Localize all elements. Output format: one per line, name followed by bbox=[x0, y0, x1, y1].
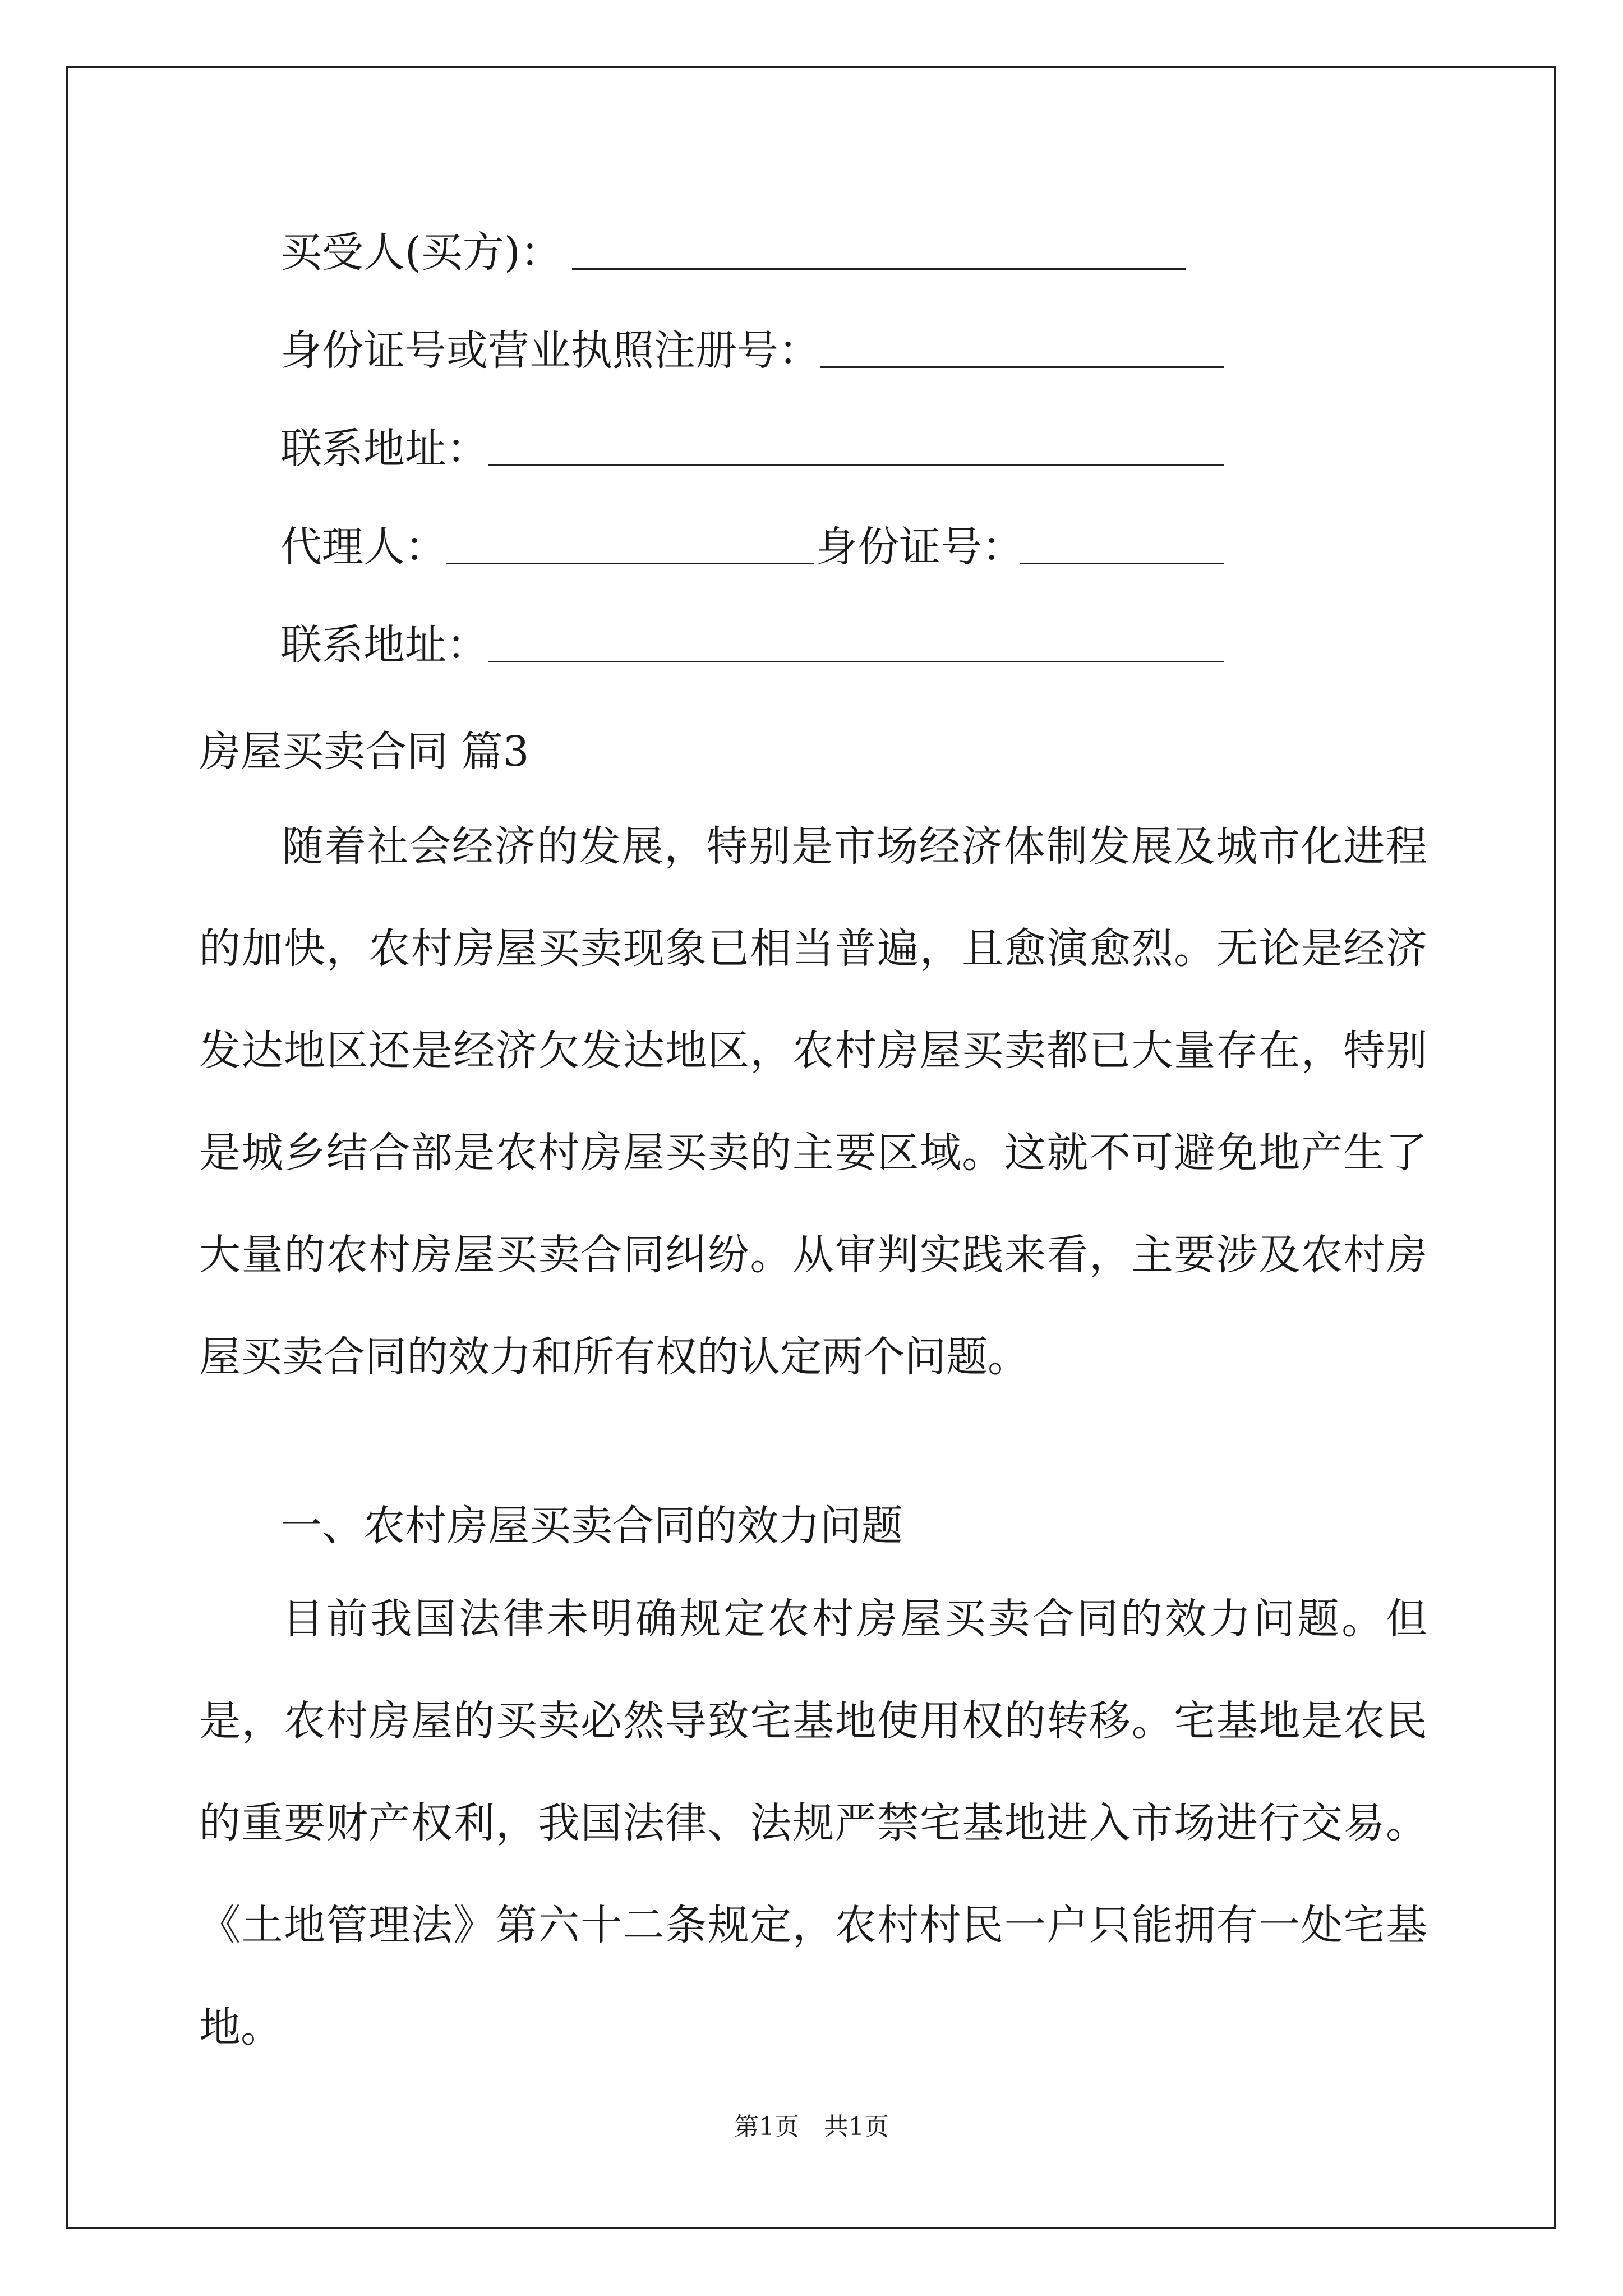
section-title: 房屋买卖合同 篇3 bbox=[199, 728, 529, 776]
agent-id-label: 身份证号： bbox=[816, 523, 1023, 571]
id-field-line[interactable] bbox=[820, 366, 1224, 368]
address-label-2: 联系地址： bbox=[280, 621, 488, 669]
agent-label: 代理人： bbox=[280, 523, 446, 571]
page-footer: 第1页 共1页 bbox=[734, 2113, 889, 2141]
address-row-1 bbox=[280, 421, 488, 477]
agent-id-field-line[interactable] bbox=[1020, 563, 1224, 564]
address-field-line-1[interactable] bbox=[488, 464, 1224, 466]
body-paragraph-2: 目前我国法律未明确规定农村房屋买卖合同的效力问题。但是，农村房屋的买卖必然导致宅基地使用权的转移。宅基地是农民的重要财产权利，我国法律、法规严禁宅基地进入市场进行交易。《土地管理法》第六十二条规定，农村村民一户只能拥有一处宅基地。 bbox=[199, 1595, 1427, 2051]
address-row-2 bbox=[280, 617, 488, 673]
address-field-line-2[interactable] bbox=[488, 661, 1224, 662]
buyer-label: 买受人(买方)： bbox=[280, 228, 562, 277]
agent-field-line[interactable] bbox=[446, 563, 814, 564]
section-heading-1: 一、农村房屋买卖合同的效力问题 bbox=[280, 1502, 903, 1550]
agent-row bbox=[280, 519, 1023, 575]
buyer-field-line[interactable] bbox=[572, 268, 1186, 270]
address-label-1: 联系地址： bbox=[280, 425, 488, 473]
body-paragraph-1: 随着社会经济的发展，特别是市场经济体制发展及城市化进程的加快，农村房屋买卖现象已相当普遍，且愈演愈烈。无论是经济发达地区还是经济欠发达地区，农村房屋买卖都已大量存在，特别是城乡结合部是农村房屋买卖的主要区域。这就不可避免地产生了大量的农村房屋买卖合同纠纷。从审判实践来看，主要涉及农村房屋买卖合同的效力和所有权的认定两个问题。 bbox=[199, 822, 1427, 1381]
id-row bbox=[280, 323, 820, 379]
id-label: 身份证号或营业执照注册号： bbox=[280, 326, 820, 375]
buyer-row bbox=[280, 224, 562, 280]
